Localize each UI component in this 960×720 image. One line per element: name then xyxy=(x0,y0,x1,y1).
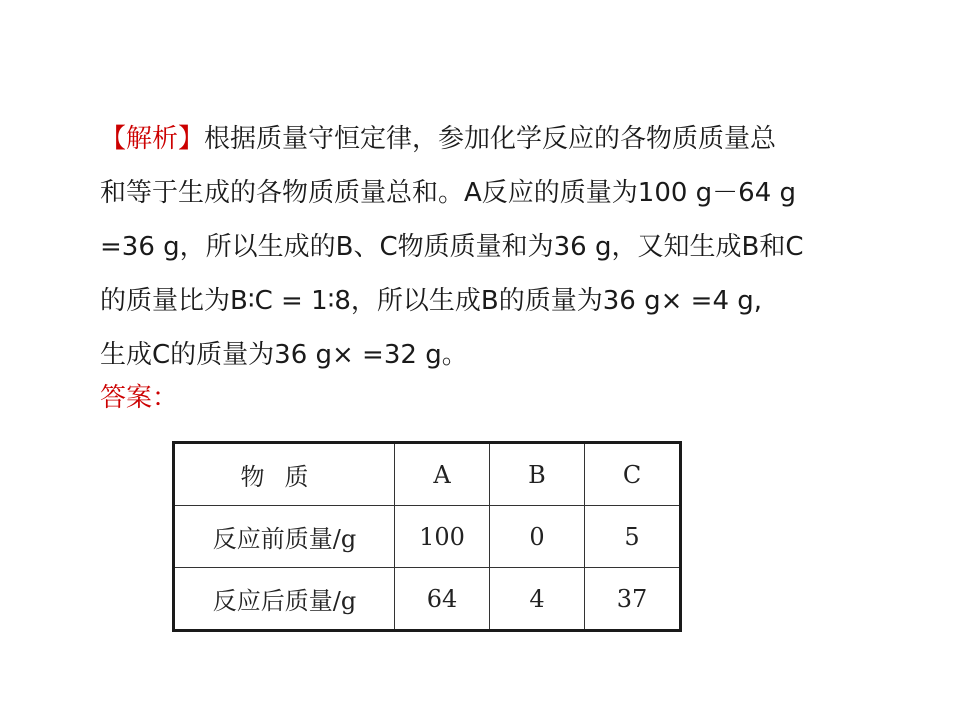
analysis-line-5: 生成C的质量为36 g× =32 g。 xyxy=(100,340,468,370)
table-cell: 5 xyxy=(585,506,681,568)
table-header-cell: C xyxy=(585,443,681,506)
analysis-paragraph xyxy=(100,112,880,382)
table-cell: 0 xyxy=(490,506,585,568)
table-cell: 64 xyxy=(395,568,490,631)
table-cell: 100 xyxy=(395,506,490,568)
table-cell: 反应后质量/g xyxy=(174,568,395,631)
answer-label: 答案： xyxy=(100,383,179,413)
table-row xyxy=(174,568,681,631)
table-cell: 4 xyxy=(490,568,585,631)
table-header-cell: A xyxy=(395,443,490,506)
table-row xyxy=(174,506,681,568)
table-header-cell: B xyxy=(490,443,585,506)
table-header-cell: 物质 xyxy=(174,443,395,506)
analysis-line-1 xyxy=(100,112,880,166)
analysis-line-1-text: 根据质量守恒定律，参加化学反应的各物质质量总 xyxy=(204,124,777,154)
table-cell: 37 xyxy=(585,568,681,631)
analysis-line-2: 和等于生成的各物质质量总和。A反应的质量为100 g－64 g xyxy=(100,178,797,208)
table-header-row xyxy=(174,443,681,506)
analysis-tag: 【解析】 xyxy=(100,124,205,154)
table-cell: 反应前质量/g xyxy=(174,506,395,568)
analysis-line-3: =36 g，所以生成的B、C物质质量和为36 g，又知生成B和C xyxy=(100,232,804,262)
analysis-line-4: 的质量比为B∶C = 1∶8，所以生成B的质量为36 g× =4 g, xyxy=(100,286,763,316)
answer-table xyxy=(172,441,682,632)
